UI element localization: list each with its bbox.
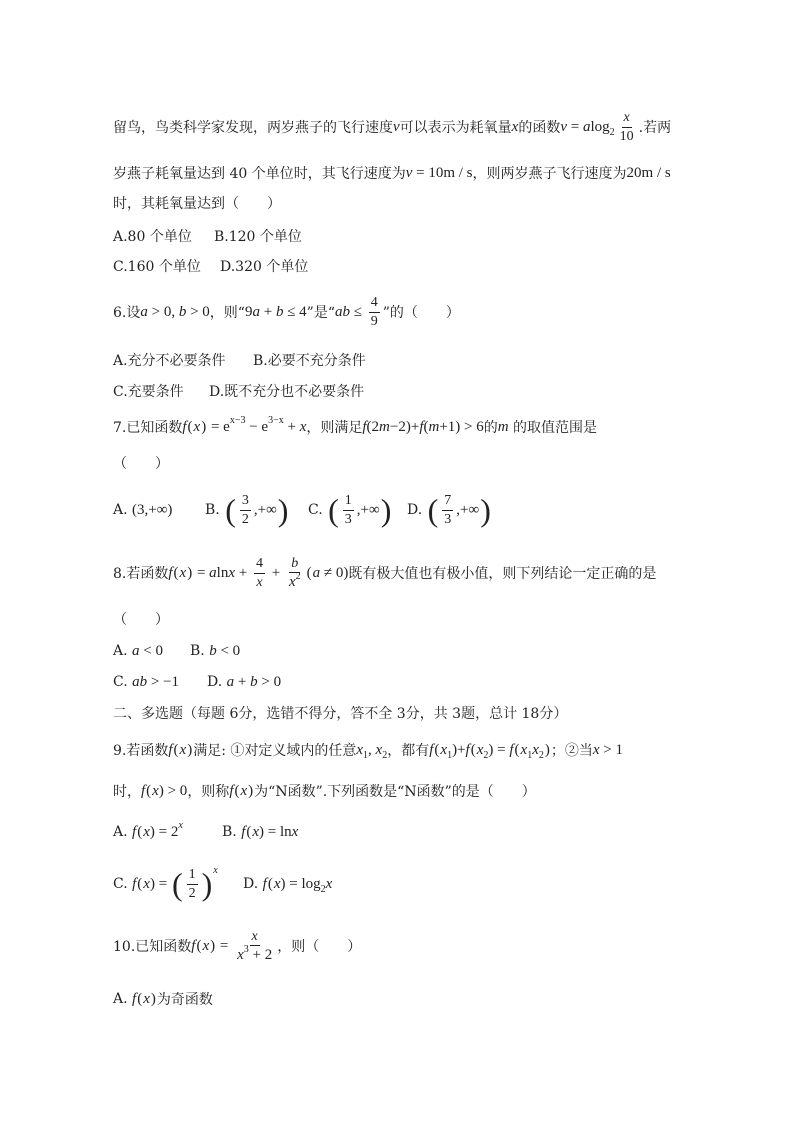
paren: ( <box>137 990 143 1007</box>
fraction-denominator <box>235 943 274 964</box>
paren: ) <box>380 492 392 528</box>
option-label: B. <box>205 502 225 518</box>
text: 岁燕子耗氧量达到 40 个单位时，其飞行速度为 <box>113 166 406 182</box>
fraction <box>343 493 354 527</box>
math-symbol: > −1 <box>147 673 180 690</box>
text: 为奇函数 <box>156 992 213 1008</box>
paren: ) <box>277 492 289 528</box>
math-var: f <box>132 990 137 1007</box>
math-symbol: = e <box>207 418 230 435</box>
text: ”的（ ） <box>382 305 460 321</box>
text: .若两 <box>638 120 672 136</box>
option-label: B. <box>222 824 242 840</box>
text: ，则称 <box>187 784 230 800</box>
math-symbol: 3,+∞ <box>137 501 168 518</box>
paren: ( <box>246 823 252 840</box>
option-text: B.120 个单位 <box>214 229 302 245</box>
fraction-denominator: 2 <box>188 885 196 901</box>
text: 7.已知函数 <box>113 420 183 436</box>
math-var: x <box>228 564 236 581</box>
math-symbol: ( <box>423 418 429 435</box>
math-symbol: ,+∞ <box>356 501 380 518</box>
superscript: x <box>178 819 183 831</box>
superscript: 2 <box>295 570 301 582</box>
math-var: m <box>428 418 440 435</box>
math-symbol: ≤ 4 <box>283 303 307 320</box>
math-symbol: ln <box>216 564 229 581</box>
paren: ( <box>470 741 476 758</box>
fraction-numerator: 1 <box>187 867 198 884</box>
paren: ) <box>187 741 193 758</box>
text: ，则“ <box>209 305 245 321</box>
math-symbol: ≤ <box>350 303 366 320</box>
option-text: C.160 个单位 <box>113 259 201 275</box>
q9-option-a <box>113 812 183 852</box>
math-symbol: (2 <box>366 418 380 435</box>
text: ，则满足 <box>306 420 363 436</box>
paren: ( <box>173 741 179 758</box>
math-var: x <box>375 741 383 758</box>
paren: ) <box>150 990 156 1007</box>
math-symbol: ) = ln <box>259 823 292 840</box>
math-symbol: = 10m / s <box>412 164 473 181</box>
math-symbol: ) = <box>488 741 510 758</box>
fraction-numerator: 7 <box>442 493 453 510</box>
math-symbol: ) = log <box>280 875 321 892</box>
q5-option-c <box>113 246 201 286</box>
option-text: A.80 个单位 <box>113 229 192 245</box>
paren: ) <box>187 564 193 581</box>
math-var: x <box>356 741 364 758</box>
fraction-numerator: x <box>250 929 260 946</box>
q7-line-2 <box>113 443 169 483</box>
fraction-numerator: 1 <box>343 493 354 510</box>
text: 留鸟，鸟类科学家发现，两岁燕子的飞行速度 <box>113 120 393 136</box>
superscript: 3−x <box>268 414 284 426</box>
math-var: a <box>132 642 140 659</box>
text: ，则（ ） <box>277 939 362 955</box>
math-var: f <box>132 875 137 892</box>
math-symbol: )+ <box>452 741 466 758</box>
fraction-numerator: b <box>289 556 300 573</box>
math-var: ab <box>335 303 350 320</box>
q10-line-1 <box>113 926 361 966</box>
math-var: a <box>226 673 235 690</box>
math-var: x <box>325 875 333 892</box>
paren: ) <box>201 866 213 902</box>
option-label: A. <box>113 643 133 659</box>
fraction-denominator: 10 <box>619 128 634 144</box>
math-var: a <box>582 118 591 135</box>
subscript: 1 <box>363 749 369 761</box>
fraction <box>240 493 251 527</box>
paren: ( <box>328 492 339 528</box>
math-var: f <box>241 823 246 840</box>
option-label: A. <box>113 502 133 518</box>
text: 的取值范围是 <box>508 420 598 436</box>
math-var: b <box>209 642 217 659</box>
paren: ) <box>480 492 491 528</box>
q10-option-a <box>113 979 213 1019</box>
fraction-denominator: 3 <box>444 511 452 527</box>
option-label: C. <box>113 876 133 892</box>
text: 既有极大值也有极小值，则下列结论一定正确的是 <box>348 566 657 582</box>
text: 10.已知函数 <box>113 939 192 955</box>
math-symbol: , <box>368 741 376 758</box>
answer-blank: （ ） <box>113 456 169 472</box>
paren: ( <box>225 492 236 528</box>
option-text: D.既不充分也不必要条件 <box>209 384 365 400</box>
math-var: f <box>429 741 434 758</box>
paren: ( <box>173 564 179 581</box>
q6-option-d <box>209 371 364 411</box>
q9-option-c <box>113 864 218 904</box>
math-var: m <box>497 418 509 435</box>
math-symbol: 20m / s <box>626 164 671 181</box>
option-label: A. <box>113 824 133 840</box>
fraction <box>287 556 303 591</box>
math-var: x <box>511 118 519 135</box>
section-title: 二、多选题（每题 6分，选错不得分，答不全 3分，共 3题，总计 18分） <box>113 706 568 722</box>
fraction-numerator: x <box>622 110 632 127</box>
math-symbol: ) = 2 <box>149 823 179 840</box>
math-var: x <box>288 573 296 590</box>
math-var: x <box>152 782 159 799</box>
subscript: 2 <box>483 749 489 761</box>
fraction <box>254 556 265 590</box>
text: 的函数 <box>518 120 561 136</box>
text: ”是“ <box>306 305 335 321</box>
paren: ( <box>267 875 273 892</box>
fraction <box>235 929 274 964</box>
superscript: 3 <box>243 943 249 955</box>
q7-option-c <box>308 490 392 530</box>
q7-line-1 <box>113 407 597 447</box>
fraction <box>187 867 198 901</box>
math-var: x <box>476 741 484 758</box>
subscript: 2 <box>538 749 544 761</box>
math-symbol: > 0, <box>147 303 179 320</box>
math-var: x <box>291 823 299 840</box>
q7-option-d <box>407 490 492 530</box>
fraction-numerator: 4 <box>254 556 265 573</box>
paren: ) <box>210 937 216 954</box>
section-heading <box>113 693 567 733</box>
q9-line-1 <box>113 730 623 770</box>
paren: ( <box>306 564 312 581</box>
paren: ( <box>132 501 138 518</box>
text: 8.若函数 <box>113 566 169 582</box>
math-var: f <box>168 564 173 581</box>
math-symbol: ) > 0 <box>158 782 188 799</box>
q6-option-c <box>113 371 184 411</box>
math-var: v <box>393 118 400 135</box>
q9-line-2 <box>113 771 536 811</box>
text: 9.若函数 <box>113 743 169 759</box>
superscript: x−3 <box>229 414 246 426</box>
math-symbol: < 0 <box>139 642 163 659</box>
subscript: 2 <box>320 883 326 895</box>
paren: ) <box>201 418 207 435</box>
q5-line-1 <box>113 107 671 147</box>
paren: ( <box>146 782 152 799</box>
math-symbol: > 0 <box>186 303 210 320</box>
q8-line-1 <box>113 553 656 593</box>
math-var: a <box>312 564 321 581</box>
math-var: x <box>179 741 187 758</box>
subscript: 2 <box>382 749 388 761</box>
math-symbol: ,+∞ <box>253 501 277 518</box>
superscript: x <box>213 864 218 876</box>
paren: ) <box>167 501 173 518</box>
q5-option-d <box>220 246 308 286</box>
text: 为“N函数”.下列函数是“N函数”的是（ ） <box>254 784 536 800</box>
math-var: x <box>273 875 281 892</box>
paren: ( <box>137 875 143 892</box>
math-symbol: − e <box>245 418 269 435</box>
math-var: x <box>252 823 260 840</box>
math-var: x <box>202 937 210 954</box>
math-var: v <box>560 118 568 135</box>
subscript: 2 <box>609 126 615 138</box>
math-var: x <box>592 741 600 758</box>
math-symbol: ,+∞ <box>456 501 480 518</box>
option-text: A.充分不必要条件 <box>113 353 226 369</box>
text: 时， <box>113 784 141 800</box>
math-symbol: +1) > 6 <box>439 418 484 435</box>
math-var: x <box>532 741 539 758</box>
math-var: m <box>379 418 390 435</box>
paren: ( <box>196 937 202 954</box>
q9-option-d <box>243 864 332 904</box>
math-symbol: log <box>590 118 610 135</box>
option-label: C. <box>308 502 328 518</box>
math-var: x <box>143 875 150 892</box>
text: 6.设 <box>113 305 141 321</box>
paren: ( <box>187 418 193 435</box>
math-var: b <box>275 303 284 320</box>
fraction-denominator: 2 <box>241 511 249 527</box>
math-var: x <box>143 990 150 1007</box>
math-symbol: ) = <box>149 875 171 892</box>
paren: ( <box>434 741 440 758</box>
fraction-denominator: 9 <box>370 313 378 329</box>
math-var: f <box>362 418 367 435</box>
option-label: D. <box>243 876 263 892</box>
math-var: f <box>191 937 196 954</box>
math-var: f <box>168 741 173 758</box>
math-var: a <box>252 303 260 320</box>
math-symbol: + <box>234 673 251 690</box>
math-symbol: = <box>567 118 583 135</box>
paren: ( <box>234 782 240 799</box>
math-symbol: = <box>216 937 233 954</box>
text: 满足: ①对定义域内的任意 <box>193 743 357 759</box>
option-text: B.必要不充分条件 <box>253 353 366 369</box>
answer-blank: （ ） <box>113 612 169 628</box>
math-var: v <box>405 164 413 181</box>
math-symbol: + <box>283 418 300 435</box>
fraction-denominator: 3 <box>344 511 352 527</box>
text: 时，其耗氧量达到（ ） <box>113 196 281 212</box>
paren: ) <box>544 741 550 758</box>
math-var: x <box>193 418 201 435</box>
math-var: f <box>509 741 514 758</box>
math-var: b <box>250 673 258 690</box>
fraction <box>442 493 453 527</box>
fraction-denominator <box>287 570 303 591</box>
math-symbol: ≠ 0) <box>320 564 349 581</box>
math-var: f <box>141 782 146 799</box>
fraction-numerator: 4 <box>369 295 380 312</box>
math-symbol: = <box>193 564 210 581</box>
option-label: B. <box>190 643 210 659</box>
q9-option-b <box>222 812 298 852</box>
paren: ) <box>248 782 254 799</box>
option-label: D. <box>407 502 427 518</box>
math-var: x <box>440 741 448 758</box>
text: ，则两岁燕子飞行速度为 <box>472 166 627 182</box>
math-var: x <box>143 823 150 840</box>
math-var: f <box>229 782 234 799</box>
math-symbol: > 1 <box>599 741 623 758</box>
option-label: D. <box>207 674 227 690</box>
paren: ( <box>171 866 183 902</box>
option-text: D.320 个单位 <box>220 259 309 275</box>
option-label: A. <box>113 991 133 1007</box>
math-symbol: + <box>235 564 251 581</box>
q7-option-b <box>205 490 289 530</box>
fraction <box>369 295 380 329</box>
math-symbol: + <box>267 564 284 581</box>
math-var: a <box>209 564 217 581</box>
subscript: 1 <box>447 749 453 761</box>
math-var: x <box>179 564 187 581</box>
math-symbol: + <box>259 303 276 320</box>
math-symbol: + 2 <box>248 946 273 963</box>
math-var: f <box>132 823 137 840</box>
q7-option-a <box>113 490 172 530</box>
math-var: f <box>465 741 470 758</box>
paren: ( <box>137 823 143 840</box>
text: 可以表示为耗氧量 <box>399 120 512 136</box>
math-symbol: −2)+ <box>389 418 420 435</box>
math-var: b <box>178 303 187 320</box>
text: ；②当 <box>550 743 593 759</box>
fraction-denominator: x <box>256 574 263 590</box>
math-var: x <box>237 946 244 963</box>
math-var: x <box>299 418 307 435</box>
math-var: f <box>419 418 424 435</box>
math-var: ab <box>132 673 148 690</box>
math-symbol: < 0 <box>216 642 241 659</box>
fraction <box>618 110 636 144</box>
paren: ( <box>427 492 439 528</box>
math-symbol: 9 <box>244 303 253 320</box>
q6-line-1 <box>113 292 460 332</box>
math-var: x <box>240 782 248 799</box>
subscript: 1 <box>527 749 533 761</box>
paren: ( <box>514 741 520 758</box>
math-symbol: > 0 <box>257 673 282 690</box>
option-text: C.充要条件 <box>113 384 184 400</box>
text: 的 <box>483 420 498 436</box>
math-var: x <box>520 741 528 758</box>
option-label: C. <box>113 674 133 690</box>
math-var: a <box>140 303 148 320</box>
fraction-numerator: 3 <box>240 493 251 510</box>
math-var: f <box>182 418 187 435</box>
text: ，都有 <box>387 743 430 759</box>
math-var: f <box>262 875 267 892</box>
